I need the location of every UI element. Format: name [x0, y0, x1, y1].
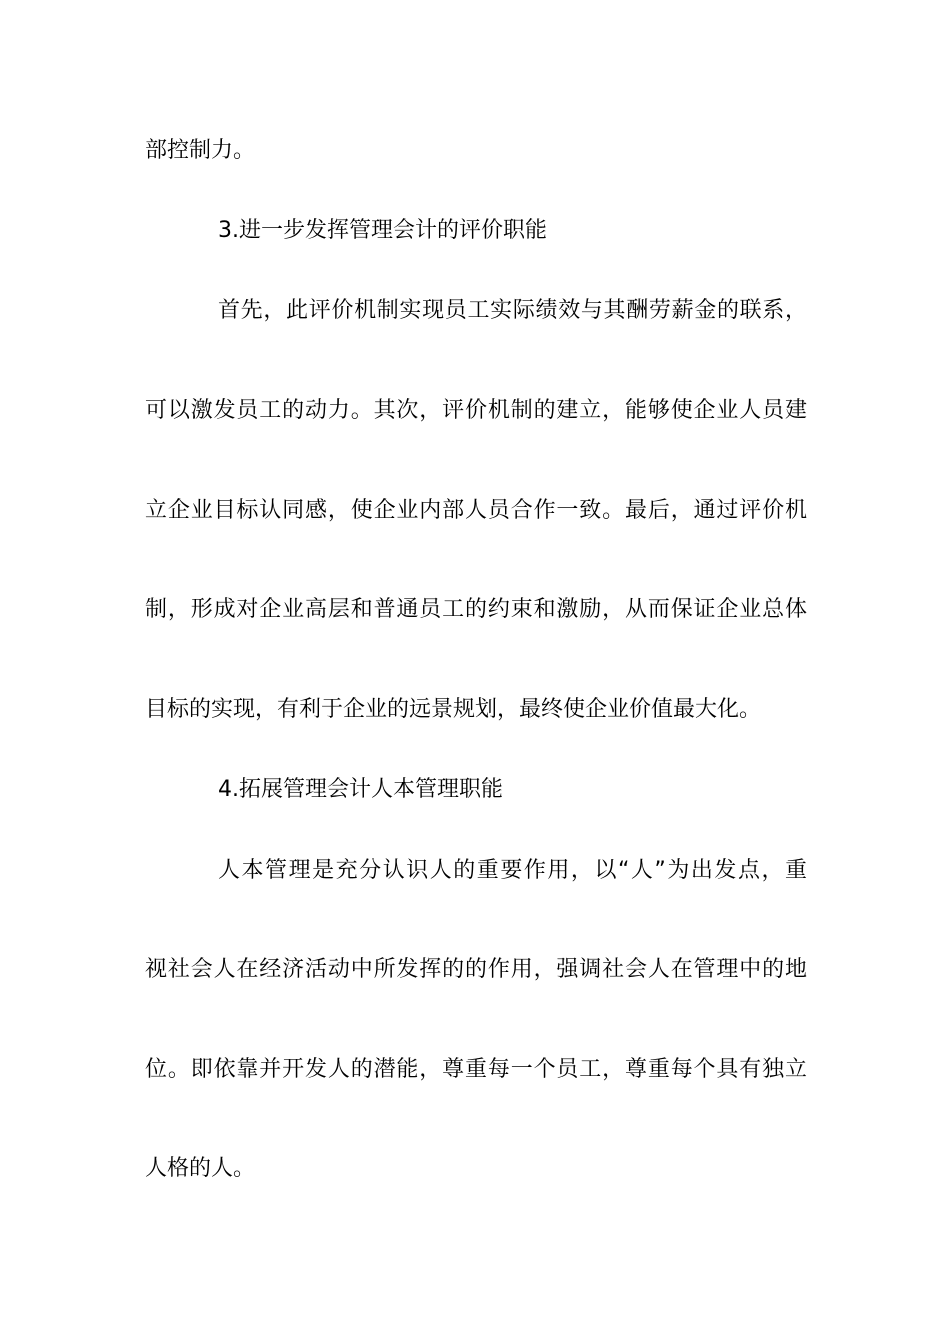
paragraph-line: 人格的人。 [145, 1156, 256, 1181]
section-heading: 3.进一步发挥管理会计的评价职能 [218, 218, 547, 243]
paragraph-line: 首先，此评价机制实现员工实际绩效与其酬劳薪金的联系， [218, 298, 807, 323]
paragraph-line: 目标的实现，有利于企业的远景规划，最终使企业价值最大化。 [145, 697, 762, 722]
section-heading: 4.拓展管理会计人本管理职能 [218, 777, 503, 802]
paragraph-line: 制，形成对企业高层和普通员工的约束和激励，从而保证企业总体 [145, 597, 807, 622]
paragraph-line: 部控制力。 [145, 138, 256, 163]
paragraph-line: 位。即依靠并开发人的潜能，尊重每一个员工，尊重每个具有独立 [145, 1057, 807, 1082]
paragraph-line: 视社会人在经济活动中所发挥的的作用，强调社会人在管理中的地 [145, 957, 807, 982]
paragraph-line: 立企业目标认同感，使企业内部人员合作一致。最后，通过评价机 [145, 498, 807, 523]
paragraph-line: 可以激发员工的动力。其次，评价机制的建立，能够使企业人员建 [145, 398, 807, 423]
paragraph-line: 人本管理是充分认识人的重要作用，以“人”为出发点，重 [218, 858, 807, 883]
